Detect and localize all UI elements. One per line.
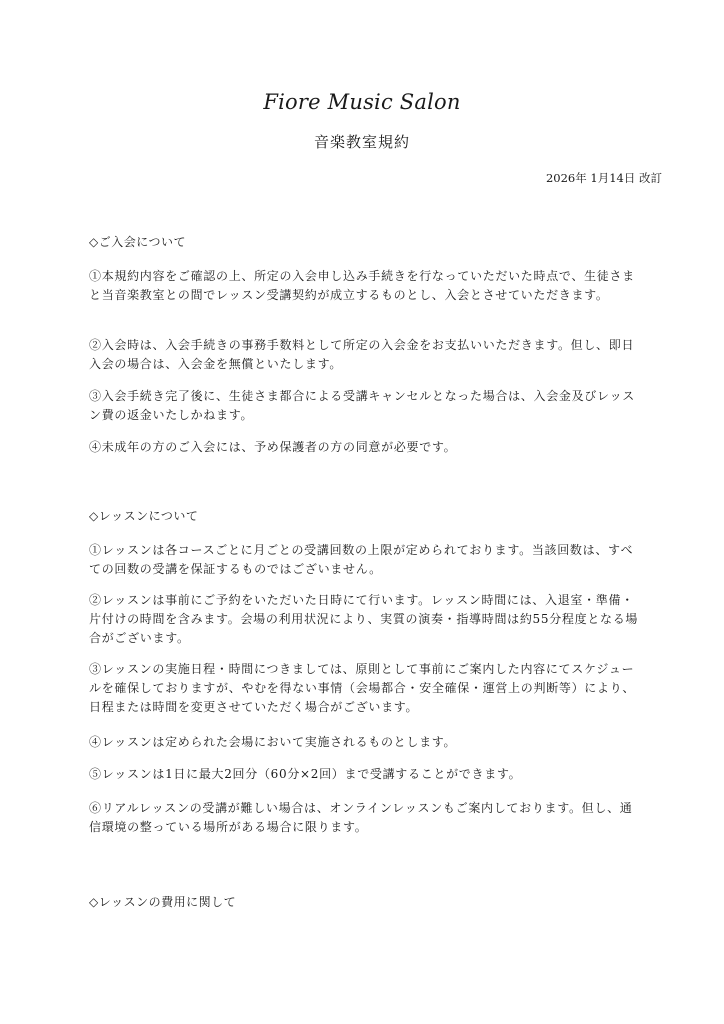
enrollment-clause-2: ②入会時は、入会手続きの事務手数料として所定の入会金をお支払いいただきます。但し、即日入会の場合は、入会金を無償といたします。 [89, 338, 635, 371]
lesson-clause-6: ⑥リアルレッスンの受講が難しい場合は、オンラインレッスンもご案内しております。但し、通信環境の整っている場所がある場合に限ります。 [89, 801, 633, 834]
section-heading-fees: ◇レッスンの費用に関して [89, 895, 237, 909]
document-title: 音楽教室規約 [313, 133, 410, 151]
section-heading-lessons: ◇レッスンについて [89, 509, 199, 523]
revision-date: 2026年 1月14日 改訂 [545, 171, 662, 185]
lesson-clause-4: ④レッスンは定められた会場において実施されるものとします。 [89, 735, 457, 749]
enrollment-clause-3: ③入会手続き完了後に、生徒さま都合による受講キャンセルとなった場合は、入会金及びレッスン費の返金いたしかねます。 [89, 389, 635, 422]
enrollment-clause-4: ④未成年の方のご入会には、予め保護者の方の同意が必要です。 [89, 440, 457, 454]
lesson-clause-5: ⑤レッスンは1日に最大2回分（60分×2回）まで受講することができます。 [89, 767, 522, 781]
section-heading-enrollment: ◇ご入会について [89, 235, 186, 249]
brand-name: Fiore Music Salon [263, 90, 461, 114]
lesson-clause-2: ②レッスンは事前にご予約をいただいた日時にて行います。レッスン時間には、入退室・準備・片付けの時間を含みます。会場の利用状況により、実質の演奏・指導時間は約55分程度となる場合がございます。 [89, 593, 639, 645]
lesson-clause-1: ①レッスンは各コースごとに月ごとの受講回数の上限が定められております。当該回数は、すべての回数の受講を保証するものではございません。 [89, 543, 634, 576]
lesson-clause-3: ③レッスンの実施日程・時間につきましては、原則として事前にご案内した内容にてスケジュールを確保しておりますが、やむを得ない事情（会場都合・安全確保・運営上の判断等）により、日程または時間を変更させていただく場合がございます。 [89, 662, 636, 714]
enrollment-clause-1: ①本規約内容をご確認の上、所定の入会申し込み手続きを行なっていただいた時点で、生徒さまと当音楽教室との間でレッスン受講契約が成立するものとし、入会とさせていただきます。 [89, 269, 635, 302]
